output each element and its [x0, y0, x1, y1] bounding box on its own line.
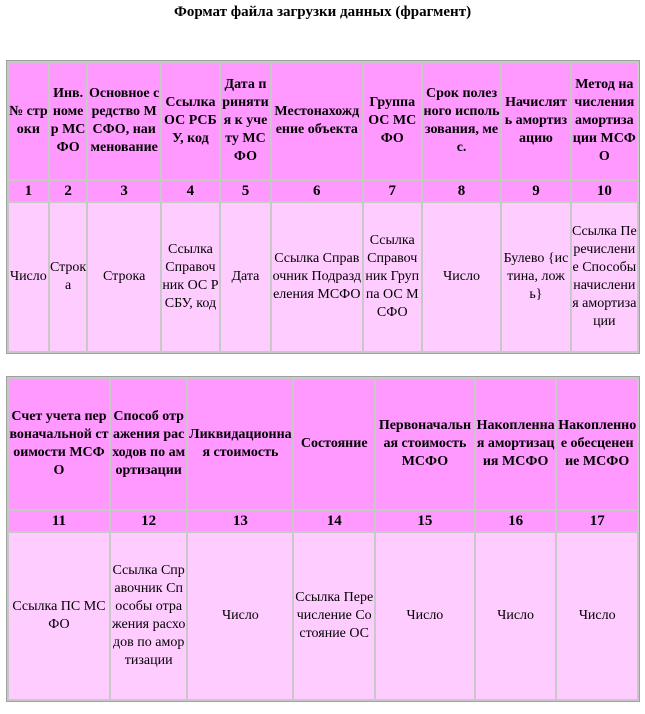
column-number: 5 — [221, 181, 270, 201]
data-format-table-part2 — [6, 376, 640, 702]
header-cell: Счет учета первоначальной стоимости МСФО — [9, 379, 109, 509]
column-number: 3 — [88, 181, 159, 201]
column-number: 4 — [162, 181, 219, 201]
type-cell: Ссылка Перечисление Способы начисления амортизации — [572, 203, 637, 351]
table-header-row — [9, 63, 637, 179]
column-number: 15 — [376, 511, 474, 531]
column-number: 16 — [476, 511, 556, 531]
header-cell: Накопленная амортизация МСФО — [476, 379, 556, 509]
type-cell: Дата — [221, 203, 270, 351]
header-cell: Срок полезного использования, мес. — [423, 63, 501, 179]
column-number: 9 — [502, 181, 569, 201]
header-cell: Метод начисления амортизации МСФО — [572, 63, 637, 179]
table-header-row — [9, 379, 637, 509]
column-number: 8 — [423, 181, 501, 201]
column-number-row — [9, 511, 637, 531]
type-cell: Число — [557, 533, 637, 699]
header-cell: Местонахождение объекта — [272, 63, 362, 179]
header-cell: Ссылка ОС РСБУ, код — [162, 63, 219, 179]
header-cell: Состояние — [294, 379, 374, 509]
column-number-row — [9, 181, 637, 201]
type-cell: Ссылка Справочник ОС РСБУ, код — [162, 203, 219, 351]
type-cell: Ссылка ПС МСФО — [9, 533, 109, 699]
header-cell: Начислять амортизацию — [502, 63, 569, 179]
column-number: 13 — [188, 511, 292, 531]
type-cell: Строка — [88, 203, 159, 351]
header-cell: Группа ОС МСФО — [364, 63, 421, 179]
column-number: 1 — [9, 181, 48, 201]
header-cell: Накопленное обесценение МСФО — [557, 379, 637, 509]
type-cell: Ссылка Справочник Группа ОС МСФО — [364, 203, 421, 351]
data-type-row — [9, 533, 637, 699]
header-cell: Первоначальная стоимость МСФО — [376, 379, 474, 509]
type-cell: Ссылка Справочник Способы отражения расходов по амортизации — [111, 533, 186, 699]
data-type-row — [9, 203, 637, 351]
column-number: 6 — [272, 181, 362, 201]
header-cell: Инв. номер МСФО — [50, 63, 87, 179]
column-number: 17 — [557, 511, 637, 531]
header-cell: № строки — [9, 63, 48, 179]
column-number: 11 — [9, 511, 109, 531]
type-cell: Число — [188, 533, 292, 699]
type-cell: Строка — [50, 203, 87, 351]
page-title: Формат файла загрузки данных (фрагмент) — [173, 4, 472, 20]
type-cell: Ссылка Справочник Подразделения МСФО — [272, 203, 362, 351]
type-cell: Число — [476, 533, 556, 699]
header-cell: Дата принятия к учету МСФО — [221, 63, 270, 179]
header-cell: Способ отражения расходов по амортизации — [111, 379, 186, 509]
header-cell: Основное средство МСФО, наименование — [88, 63, 159, 179]
type-cell: Булево {истина, ложь} — [502, 203, 569, 351]
column-number: 2 — [50, 181, 87, 201]
type-cell: Ссылка Перечисление Состояние ОС — [294, 533, 374, 699]
type-cell: Число — [423, 203, 501, 351]
data-format-table-part1 — [6, 60, 640, 354]
type-cell: Число — [9, 203, 48, 351]
header-cell: Ликвидационная стоимость — [188, 379, 292, 509]
column-number: 10 — [572, 181, 637, 201]
column-number: 14 — [294, 511, 374, 531]
type-cell: Число — [376, 533, 474, 699]
column-number: 7 — [364, 181, 421, 201]
column-number: 12 — [111, 511, 186, 531]
